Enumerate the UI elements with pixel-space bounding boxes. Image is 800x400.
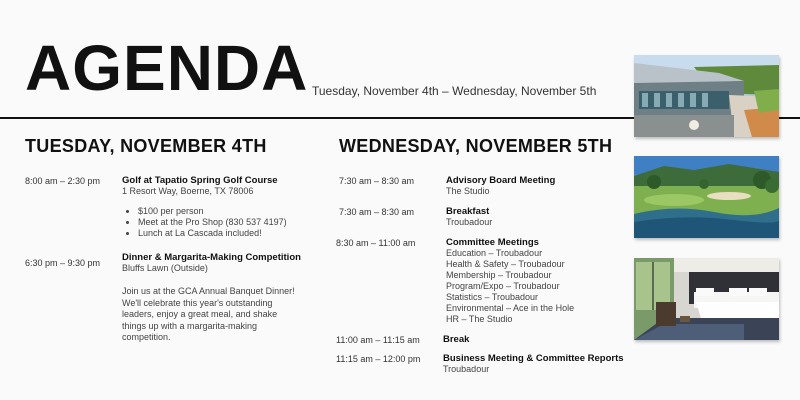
event-time: 8:00 am – 2:30 pm (25, 176, 101, 186)
event-golf (122, 175, 287, 239)
hotel-room-photo (634, 258, 779, 340)
event-time: 6:30 pm – 9:30 pm (25, 258, 101, 268)
wednesday-heading: WEDNESDAY, NOVEMBER 5TH (339, 136, 613, 156)
committee-line: Statistics – Troubadour (446, 292, 539, 302)
event-title: Breakfast (446, 206, 490, 217)
event-time: 11:15 am – 12:00 pm (336, 354, 421, 364)
event-advisory-board (446, 175, 555, 197)
event-description: Join us at the GCA Annual Banquet Dinner! We'll celebrate this year's outstanding leaders, enjoy a great meal, and shake things up with a margarita-making competition. (122, 286, 295, 342)
page-title: AGENDA (25, 32, 309, 104)
event-time: 11:00 am – 11:15 am (336, 335, 420, 345)
event-time: 7:30 am – 8:30 am (339, 207, 415, 217)
event-time: 7:30 am – 8:30 am (339, 176, 415, 186)
committee-line: Health & Safety – Troubadour (446, 259, 565, 269)
event-title: Dinner & Margarita-Making Competition (122, 252, 301, 263)
committee-line: HR – The Studio (446, 314, 513, 324)
list-item: • Meet at the Pro Shop (830 537 4197) (138, 217, 287, 228)
event-business-meeting (443, 353, 624, 375)
list-item: • $100 per person (138, 206, 287, 217)
event-committee-meetings (446, 237, 574, 325)
event-break (443, 334, 469, 345)
event-location: The Studio (446, 186, 490, 196)
event-title: Committee Meetings (446, 237, 539, 248)
event-location: Troubadour (443, 364, 490, 374)
event-location: Bluffs Lawn (Outside) (122, 263, 208, 273)
tuesday-heading: TUESDAY, NOVEMBER 4TH (25, 136, 267, 156)
event-title: Advisory Board Meeting (446, 175, 556, 186)
event-title: Break (443, 334, 470, 345)
page-subtitle: Tuesday, November 4th – Wednesday, November 5th (312, 84, 597, 98)
event-details-list (122, 206, 287, 239)
event-title: Golf at Tapatio Spring Golf Course (122, 175, 278, 186)
committee-line: Membership – Troubadour (446, 270, 552, 280)
event-time: 8:30 am – 11:00 am (336, 238, 416, 248)
committee-line: Program/Expo – Troubadour (446, 281, 560, 291)
event-title: Business Meeting & Committee Reports (443, 353, 624, 364)
resort-building-photo (634, 55, 779, 137)
header-divider (0, 117, 632, 119)
event-location: 1 Resort Way, Boerne, TX 78006 (122, 186, 254, 196)
event-breakfast (446, 206, 492, 228)
event-location: Troubadour (446, 217, 493, 227)
event-dinner (122, 252, 301, 344)
golf-course-photo (634, 156, 779, 238)
committee-line: Environmental – Ace in the Hole (446, 303, 575, 313)
committee-line: Education – Troubadour (446, 248, 543, 258)
list-item: • Lunch at La Cascada included! (138, 228, 287, 239)
